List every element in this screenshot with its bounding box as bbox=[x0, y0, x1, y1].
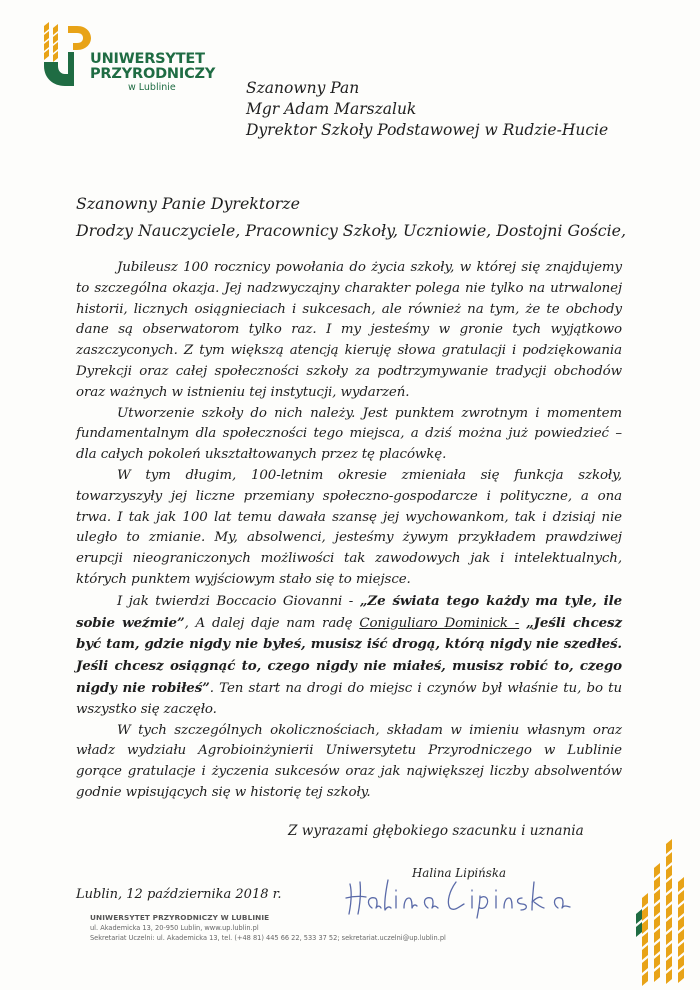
quote-coniguliaro: „Jeśli chcesz być tam, gdzie nigdy nie byłeś, musisz iść drogą, którą nigdy nie szedłeś. Jeśli chcesz osiągnąć to, czego nigdy nie miałeś, musisz robić to, czego nigdy nie robiłeś” bbox=[76, 614, 622, 696]
quote-author: Coniguliaro Dominick - bbox=[359, 615, 520, 631]
addressee-block bbox=[246, 78, 608, 141]
footer-contact: Sekretariat Uczelni: ul. Akademicka 13, tel. (+48 81) 445 66 22, 533 37 52; sekretariat.uczelni@up.lublin.pl bbox=[90, 934, 446, 942]
letter-body bbox=[76, 258, 622, 804]
logo-line-1: UNIWERSYTET bbox=[90, 51, 205, 67]
salutation-line: Drodzy Nauczyciele, Pracownicy Szkoły, Uczniowie, Dostojni Goście, bbox=[76, 221, 626, 240]
footer-university-name: UNIWERSYTET PRZYRODNICZY W LUBLINIE bbox=[90, 913, 270, 922]
addressee-line: Szanowny Pan bbox=[246, 79, 360, 97]
footer bbox=[90, 913, 446, 943]
paragraph: W tym długim, 100-letnim okresie zmieniała się funkcja szkoły, towarzyszyły jej liczne przemiany społeczno-gospodarcze i polityczne, a ona trwa. I tak jak 100 lat temu dawała szansę jej wychowankom, tak i dzisiaj nie uległo to zmianie. My, absolwenci, jesteśmy żywym przykładem prawdziwej erupcji nieograniczonych możliwości tak zawodowych jak i intelektualnych, których punktem wyjściowym stało się to miejsce. bbox=[76, 467, 622, 587]
university-logo bbox=[40, 18, 220, 93]
quote-boccacio: „Ze świata tego każdy ma tyle, ile sobie weźmie” bbox=[76, 592, 622, 631]
text-run: , A dalej daje nam radę bbox=[184, 615, 360, 631]
footer-address: ul. Akademicka 13, 20-950 Lublin, www.up.lublin.pl bbox=[90, 924, 259, 932]
addressee-line: Mgr Adam Marszaluk bbox=[246, 100, 417, 118]
logo-line-3: w Lublinie bbox=[128, 82, 176, 93]
paragraph-quotes bbox=[76, 591, 622, 721]
wheat-stalks-decoration-icon bbox=[634, 838, 696, 990]
salutation-line: Szanowny Panie Dyrektorze bbox=[76, 194, 300, 213]
text-run: I jak twierdzi Boccacio Giovanni - bbox=[117, 593, 360, 609]
place-date: Lublin, 12 października 2018 r. bbox=[76, 887, 282, 902]
paragraph: W tych szczególnych okolicznościach, składam w imieniu własnym oraz władz wydziału Agrobioinżynierii Uniwersytetu Przyrodniczego w Lublinie gorące gratulacje i życzenia sukcesów oraz jak największej liczby absolwentów godnie wpisujących się w historię tej szkoły. bbox=[76, 722, 622, 800]
text-run bbox=[519, 616, 526, 631]
signer-name: Halina Lipińska bbox=[412, 866, 507, 880]
paragraph: Utworzenie szkoły do nich należy. Jest punktem zwrotnym i momentem fundamentalnym dla społeczności tego miejsca, a dziś można już powiedzieć – dla całych pokoleń ukształtowanych przez tę placówkę. bbox=[76, 405, 622, 463]
salutation-block bbox=[76, 190, 626, 244]
paragraph: Jubileusz 100 rocznicy powołania do życia szkoły, w której się znajdujemy to szczególna okazja. Jej nadzwyczajny charakter polega nie tylko na utrwalonej historii, licznych osiągnieciach i sukcesach, ale również na tym, że te obchody dane są obserwatorom tylko raz. I my jesteśmy w gronie tych wyjątkowo zaszczyconych. Z tym większą atencją kieruję słowa gratulacji i podziękowania Dyrekcji oraz całej społeczności szkoły za podtrzymywanie tradycji obchodów oraz ważnych w istnieniu tej instytucji, wydarzeń. bbox=[76, 260, 622, 400]
addressee-line: Dyrektor Szkoły Podstawowej w Rudzie-Hucie bbox=[246, 121, 609, 139]
closing-phrase: Z wyrazami głębokiego szacunku i uznania bbox=[288, 823, 584, 839]
logo-line-2: PRZYRODNICZY bbox=[90, 66, 216, 82]
text-run: . Ten start na drogi do miejsc i czynów był właśnie tu, bo tu wszystko się zaczęło. bbox=[76, 680, 622, 717]
logo-wordmark bbox=[90, 52, 215, 94]
